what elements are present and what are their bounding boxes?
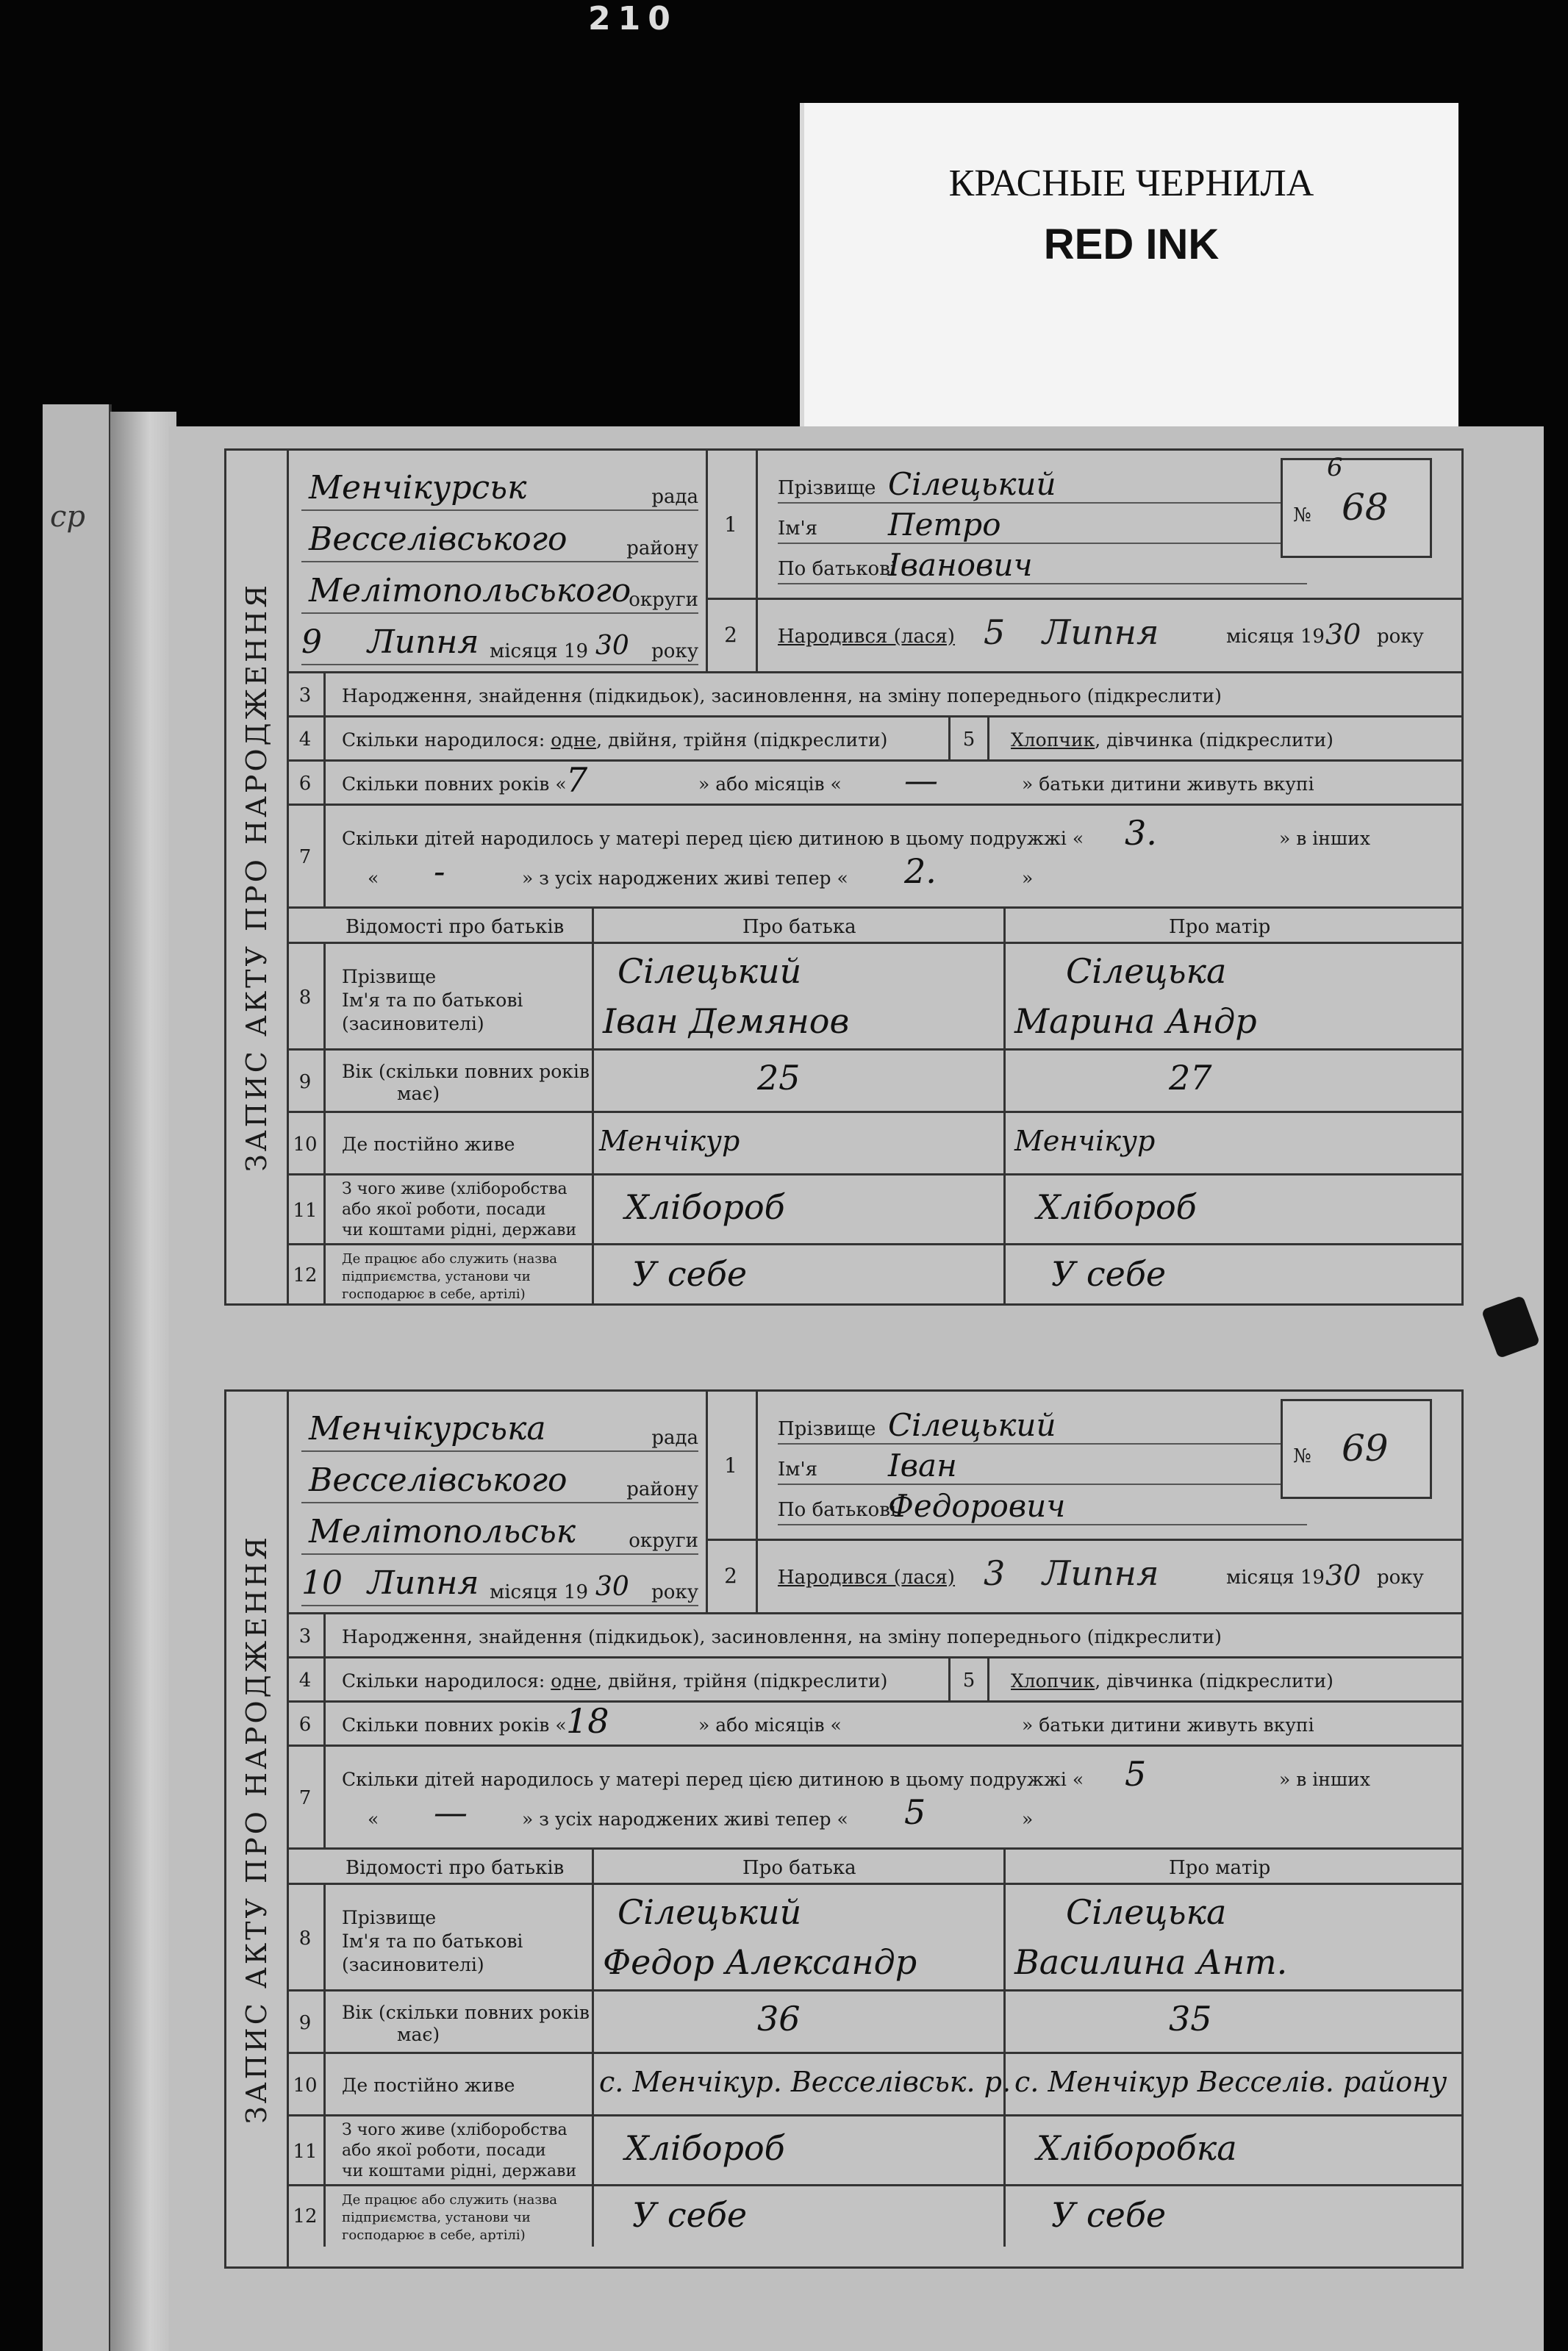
record-number-label: № bbox=[1293, 1445, 1311, 1467]
row-6-a: Скільки повних років « bbox=[342, 1714, 567, 1736]
patronymic-line bbox=[778, 546, 1307, 584]
divider bbox=[1003, 1885, 1006, 1992]
row-6-a: Скільки повних років « bbox=[342, 773, 567, 795]
divider bbox=[592, 1176, 594, 1245]
row-number: 6 bbox=[287, 762, 326, 806]
row-6-years: 7 bbox=[566, 760, 588, 800]
raion-line bbox=[301, 509, 698, 562]
raion-value: Весселівського bbox=[309, 520, 568, 558]
child-name: Іван bbox=[888, 1448, 957, 1484]
row-11-l3: чи коштами рідні, держави bbox=[342, 1221, 577, 1239]
okruha-label: округи bbox=[629, 1530, 698, 1552]
birth-record-68 bbox=[224, 448, 1464, 1306]
mother-work: У себе bbox=[1051, 2195, 1167, 2235]
name-line bbox=[778, 506, 1307, 544]
mother-living: Хлібороб bbox=[1037, 1187, 1197, 1227]
red-ink-label-english: RED INK bbox=[1043, 221, 1220, 268]
row-6 bbox=[287, 759, 1461, 806]
divider bbox=[1003, 1051, 1006, 1113]
surname-line bbox=[778, 465, 1307, 504]
row-number: 7 bbox=[287, 806, 326, 909]
row-11-l2: або якої роботи, посади bbox=[342, 1200, 546, 1219]
row-number: 4 bbox=[287, 1658, 326, 1703]
header-info: Відомості про батьків bbox=[346, 916, 565, 938]
row-7-d: » з усіх народжених живі тепер « bbox=[522, 867, 848, 889]
divider bbox=[987, 1658, 989, 1703]
parents-header bbox=[287, 1847, 1461, 1885]
row-8-l2: Ім'я та по батькові bbox=[342, 1930, 523, 1952]
rada-value: Менчікурська bbox=[309, 1410, 546, 1448]
row-number: 8 bbox=[287, 944, 326, 1051]
row-7-a: Скільки дітей народилось у матері перед цією дитиною в цьому подружжі « bbox=[342, 1769, 1084, 1790]
child-surname: Сілецький bbox=[888, 1407, 1056, 1443]
father-name: Іван Демянов bbox=[603, 1001, 850, 1041]
row-8-l1: Прізвище bbox=[342, 1907, 437, 1928]
header-father: Про батька bbox=[742, 1857, 856, 1879]
registration-office bbox=[287, 451, 708, 671]
row-7 bbox=[287, 804, 1461, 909]
reg-year: 30 bbox=[595, 631, 629, 661]
row-4-5 bbox=[287, 715, 1461, 762]
reg-day: 9 bbox=[301, 623, 322, 661]
row-3-text: Народження, знайдення (підкидьок), засиновлення, на зміну попереднього (підкреслити) bbox=[342, 1626, 1222, 1647]
divider bbox=[592, 2054, 594, 2116]
row-4-underlined: одне bbox=[551, 1670, 597, 1692]
row-number: 8 bbox=[287, 1885, 326, 1992]
row-number: 10 bbox=[287, 1113, 326, 1176]
book-spine bbox=[110, 412, 176, 2351]
birth-date bbox=[756, 598, 1461, 671]
record-number-box bbox=[1281, 1399, 1432, 1499]
patronymic-label: По батькові bbox=[778, 558, 897, 580]
row-7-other: - bbox=[434, 851, 445, 891]
patronymic-label: По батькові bbox=[778, 1499, 897, 1521]
born-day: 5 bbox=[984, 612, 1006, 652]
row-4-text bbox=[342, 1670, 887, 1692]
row-12-l2: підприємства, установи чи bbox=[342, 1269, 531, 1284]
row-9 bbox=[287, 1048, 1461, 1113]
row-12-l3: господарює в себе, артілі) bbox=[342, 1287, 526, 1302]
birth-record-69 bbox=[224, 1389, 1464, 2269]
row-11-l3: чи коштами рідні, держави bbox=[342, 2162, 577, 2180]
born-year-label: року bbox=[1377, 626, 1424, 648]
row-12-l3: господарює в себе, артілі) bbox=[342, 2227, 526, 2243]
okruha-value: Мелітопольськ bbox=[309, 1513, 576, 1550]
divider bbox=[1003, 1113, 1006, 1176]
row-number: 6 bbox=[287, 1703, 326, 1747]
father-surname: Сілецький bbox=[617, 1892, 802, 1932]
mother-age: 27 bbox=[1169, 1058, 1212, 1098]
parents-header bbox=[287, 906, 1461, 944]
header-mother: Про матір bbox=[1169, 1857, 1271, 1879]
row-7-other: — bbox=[434, 1792, 468, 1832]
row-number: 12 bbox=[287, 1245, 326, 1306]
row-11 bbox=[287, 1173, 1461, 1245]
father-living: Хлібороб bbox=[625, 2128, 785, 2168]
row-3 bbox=[287, 671, 1461, 718]
divider bbox=[592, 1051, 594, 1113]
surname-label: Прізвище bbox=[778, 477, 876, 499]
red-ink-label bbox=[800, 103, 1458, 426]
reg-month: Липня bbox=[368, 623, 479, 661]
red-ink-label-russian: КРАСНЫЕ ЧЕРНИЛА bbox=[948, 162, 1314, 204]
row-9 bbox=[287, 1989, 1461, 2054]
row-7-c: « bbox=[368, 867, 379, 889]
row-12 bbox=[287, 1243, 1461, 1306]
divider bbox=[1003, 1245, 1006, 1306]
born-year: 30 bbox=[1325, 618, 1361, 651]
mother-living: Хліборобка bbox=[1037, 2128, 1237, 2168]
registration-date bbox=[301, 612, 698, 665]
divider bbox=[1003, 2116, 1006, 2186]
row-4-a: Скільки народилося: bbox=[342, 729, 545, 751]
record-number-box bbox=[1281, 453, 1432, 558]
row-6 bbox=[287, 1700, 1461, 1747]
row-6-b: » або місяців « bbox=[698, 773, 842, 795]
surname-label: Прізвище bbox=[778, 1418, 876, 1440]
divider bbox=[1003, 2054, 1006, 2116]
record-side-title bbox=[226, 1392, 289, 2266]
row-7-alive: 5 bbox=[904, 1792, 926, 1832]
row-4-c: , двійня, трійня (підкреслити) bbox=[596, 1670, 888, 1692]
raion-label: району bbox=[626, 1478, 698, 1500]
row-number: 2 bbox=[706, 1539, 758, 1612]
record-number: 69 bbox=[1342, 1427, 1389, 1470]
row-7-this: 5 bbox=[1125, 1754, 1147, 1794]
patronymic-line bbox=[778, 1487, 1307, 1525]
divider bbox=[592, 1850, 594, 1885]
mother-home: с. Менчікур Весселів. району bbox=[1014, 2066, 1447, 2098]
divider bbox=[592, 1113, 594, 1176]
header-mother: Про матір bbox=[1169, 916, 1271, 938]
divider bbox=[592, 944, 594, 1051]
divider bbox=[987, 718, 989, 762]
row-7-c: « bbox=[368, 1808, 379, 1830]
row-12 bbox=[287, 2184, 1461, 2247]
born-year: 30 bbox=[1325, 1559, 1361, 1592]
row-6-c: » батьки дитини живуть вкупі bbox=[1022, 1714, 1314, 1736]
divider bbox=[1003, 909, 1006, 944]
row-4-5 bbox=[287, 1656, 1461, 1703]
row-7-this: 3. bbox=[1125, 813, 1157, 853]
row-7-b: » в інших bbox=[1279, 828, 1370, 849]
registration-office bbox=[287, 1392, 708, 1612]
name-line bbox=[778, 1447, 1307, 1485]
born-month-label: місяця 19 bbox=[1226, 1567, 1325, 1589]
row-8 bbox=[287, 942, 1461, 1051]
born-year-label: року bbox=[1377, 1567, 1424, 1589]
father-age: 36 bbox=[757, 1999, 801, 2039]
row-11-l1: З чого живе (хліборобства bbox=[342, 1180, 568, 1198]
mother-home: Менчікур bbox=[1014, 1125, 1156, 1157]
side-title-text: ЗАПИС АКТУ ПРО НАРОДЖЕННЯ bbox=[240, 582, 273, 1172]
okruha-line bbox=[301, 561, 698, 614]
row-number: 9 bbox=[287, 1992, 326, 2054]
row-8-l2: Ім'я та по батькові bbox=[342, 990, 523, 1011]
mother-surname: Сілецька bbox=[1066, 1892, 1227, 1932]
row-number: 5 bbox=[951, 718, 989, 762]
born-month: Липня bbox=[1042, 1553, 1159, 1593]
row-5-underlined: Хлопчик bbox=[1011, 1670, 1095, 1692]
reg-year-label: року bbox=[651, 640, 698, 662]
mother-age: 35 bbox=[1169, 1999, 1212, 2039]
born-day: 3 bbox=[984, 1553, 1006, 1593]
row-7-a: Скільки дітей народилось у матері перед цією дитиною в цьому подружжі « bbox=[342, 828, 1084, 849]
row-number: 3 bbox=[287, 673, 326, 718]
row-10-l: Де постійно живе bbox=[342, 1134, 515, 1155]
child-patronymic: Іванович bbox=[888, 547, 1033, 583]
father-work: У себе bbox=[632, 2195, 748, 2235]
okruha-value: Мелітопольського bbox=[309, 572, 631, 609]
name-label: Ім'я bbox=[778, 1459, 818, 1481]
rada-label: рада bbox=[651, 1427, 698, 1449]
divider bbox=[1003, 1850, 1006, 1885]
row-5-text bbox=[1011, 729, 1333, 751]
okruha-label: округи bbox=[629, 589, 698, 611]
mother-name: Марина Андр bbox=[1014, 1001, 1257, 1041]
child-names bbox=[756, 451, 1461, 600]
row-number: 12 bbox=[287, 2186, 326, 2247]
row-number: 3 bbox=[287, 1614, 326, 1658]
raion-line bbox=[301, 1450, 698, 1503]
row-number: 9 bbox=[287, 1051, 326, 1113]
father-home: Менчікур bbox=[599, 1125, 740, 1157]
row-number: 2 bbox=[706, 598, 758, 671]
header-info: Відомості про батьків bbox=[346, 1857, 565, 1879]
divider bbox=[592, 2116, 594, 2186]
father-living: Хлібороб bbox=[625, 1187, 785, 1227]
row-7-b: » в інших bbox=[1279, 1769, 1370, 1790]
row-3-text: Народження, знайдення (підкидьок), засиновлення, на зміну попереднього (підкреслити) bbox=[342, 685, 1222, 706]
record-number: 68 bbox=[1342, 486, 1389, 529]
reg-month-label: місяця 19 bbox=[490, 640, 588, 662]
row-4-underlined: одне bbox=[551, 729, 597, 751]
rada-label: рада bbox=[651, 486, 698, 508]
reg-month-label: місяця 19 bbox=[490, 1581, 588, 1603]
reg-month: Липня bbox=[368, 1564, 479, 1602]
child-name: Петро bbox=[888, 507, 1001, 543]
row-number: 1 bbox=[706, 451, 758, 600]
row-11-l2: або якої роботи, посади bbox=[342, 2141, 546, 2160]
row-number: 7 bbox=[287, 1747, 326, 1850]
registration-date bbox=[301, 1553, 698, 1606]
row-5-text bbox=[1011, 1670, 1333, 1692]
row-10 bbox=[287, 1111, 1461, 1176]
record-number-label: № bbox=[1293, 504, 1311, 526]
child-patronymic: Федорович bbox=[888, 1488, 1066, 1524]
divider bbox=[1003, 1176, 1006, 1245]
mother-work: У себе bbox=[1051, 1254, 1167, 1294]
row-7-e: » bbox=[1022, 1808, 1034, 1830]
row-8-l3: (засиновителі) bbox=[342, 1954, 484, 1975]
row-5-b: , дівчинка (підкреслити) bbox=[1095, 729, 1333, 751]
father-work: У себе bbox=[632, 1254, 748, 1294]
side-title-text: ЗАПИС АКТУ ПРО НАРОДЖЕННЯ bbox=[240, 1534, 273, 2124]
row-5-underlined: Хлопчик bbox=[1011, 729, 1095, 751]
row-number: 11 bbox=[287, 1176, 326, 1245]
archive-page-number: 210 bbox=[588, 0, 678, 37]
row-8 bbox=[287, 1883, 1461, 1992]
row-4-c: , двійня, трійня (підкреслити) bbox=[596, 729, 888, 751]
row-6-years: 18 bbox=[566, 1701, 609, 1741]
born-month: Липня bbox=[1042, 612, 1159, 652]
row-7 bbox=[287, 1745, 1461, 1850]
row-4-text bbox=[342, 729, 887, 751]
row-9-l2: має) bbox=[397, 2024, 440, 2045]
row-10-l: Де постійно живе bbox=[342, 2075, 515, 2096]
row-12-l1: Де працює або служить (назва bbox=[342, 1251, 558, 1267]
raion-label: району bbox=[626, 537, 698, 559]
row-number: 4 bbox=[287, 718, 326, 762]
rada-value: Менчікурськ bbox=[309, 469, 527, 507]
raion-value: Весселівського bbox=[309, 1461, 568, 1499]
row-number: 5 bbox=[951, 1658, 989, 1703]
born-month-label: місяця 19 bbox=[1226, 626, 1325, 648]
row-9-l1: Вік (скільки повних років bbox=[342, 1061, 590, 1082]
row-number: 1 bbox=[706, 1392, 758, 1541]
row-8-l3: (засиновителі) bbox=[342, 1013, 484, 1034]
header-father: Про батька bbox=[742, 916, 856, 938]
row-3 bbox=[287, 1612, 1461, 1658]
divider bbox=[592, 2186, 594, 2247]
row-8-l1: Прізвище bbox=[342, 966, 437, 987]
rada-line bbox=[301, 458, 698, 511]
row-11-l1: З чого живе (хліборобства bbox=[342, 2121, 568, 2139]
row-12-l2: підприємства, установи чи bbox=[342, 2210, 531, 2225]
child-names bbox=[756, 1392, 1461, 1541]
reg-year-label: року bbox=[651, 1581, 698, 1603]
divider bbox=[592, 909, 594, 944]
born-label: Народився (лася) bbox=[778, 626, 955, 648]
father-home: с. Менчікур. Весселівськ. р. bbox=[599, 2066, 1012, 2098]
row-6-c: » батьки дитини живуть вкупі bbox=[1022, 773, 1314, 795]
rada-line bbox=[301, 1399, 698, 1452]
record-side-title bbox=[226, 451, 289, 1303]
row-6-months: — bbox=[904, 760, 938, 800]
father-name: Федор Александр bbox=[603, 1942, 917, 1982]
row-10 bbox=[287, 2052, 1461, 2116]
child-surname: Сілецький bbox=[888, 466, 1056, 502]
birth-date bbox=[756, 1539, 1461, 1612]
left-page-edge bbox=[43, 404, 112, 2351]
born-label: Народився (лася) bbox=[778, 1567, 955, 1589]
row-7-d: » з усіх народжених живі тепер « bbox=[522, 1808, 848, 1830]
row-5-b: , дівчинка (підкреслити) bbox=[1095, 1670, 1333, 1692]
row-11 bbox=[287, 2114, 1461, 2186]
divider bbox=[1003, 1992, 1006, 2054]
divider bbox=[1003, 944, 1006, 1051]
left-page-fragment: cp bbox=[50, 500, 86, 534]
row-7-alive: 2. bbox=[904, 851, 937, 891]
father-age: 25 bbox=[757, 1058, 801, 1098]
row-7-e: » bbox=[1022, 867, 1034, 889]
divider bbox=[592, 1885, 594, 1992]
row-9-l1: Вік (скільки повних років bbox=[342, 2002, 590, 2023]
name-label: Ім'я bbox=[778, 518, 818, 540]
row-number: 10 bbox=[287, 2054, 326, 2116]
mother-surname: Сілецька bbox=[1066, 951, 1227, 991]
mother-name: Василина Ант. bbox=[1014, 1942, 1288, 1982]
divider bbox=[592, 1992, 594, 2054]
divider bbox=[1003, 2186, 1006, 2247]
row-4-a: Скільки народилося: bbox=[342, 1670, 545, 1692]
reg-day: 10 bbox=[301, 1564, 343, 1602]
row-9-l2: має) bbox=[397, 1083, 440, 1104]
okruha-line bbox=[301, 1502, 698, 1555]
divider bbox=[592, 1245, 594, 1306]
row-12-l1: Де працює або служить (назва bbox=[342, 2192, 558, 2208]
row-6-b: » або місяців « bbox=[698, 1714, 842, 1736]
father-surname: Сілецький bbox=[617, 951, 802, 991]
record-number-old: 6 bbox=[1327, 453, 1343, 482]
row-number: 11 bbox=[287, 2116, 326, 2186]
surname-line bbox=[778, 1406, 1307, 1445]
reg-year: 30 bbox=[595, 1572, 629, 1602]
